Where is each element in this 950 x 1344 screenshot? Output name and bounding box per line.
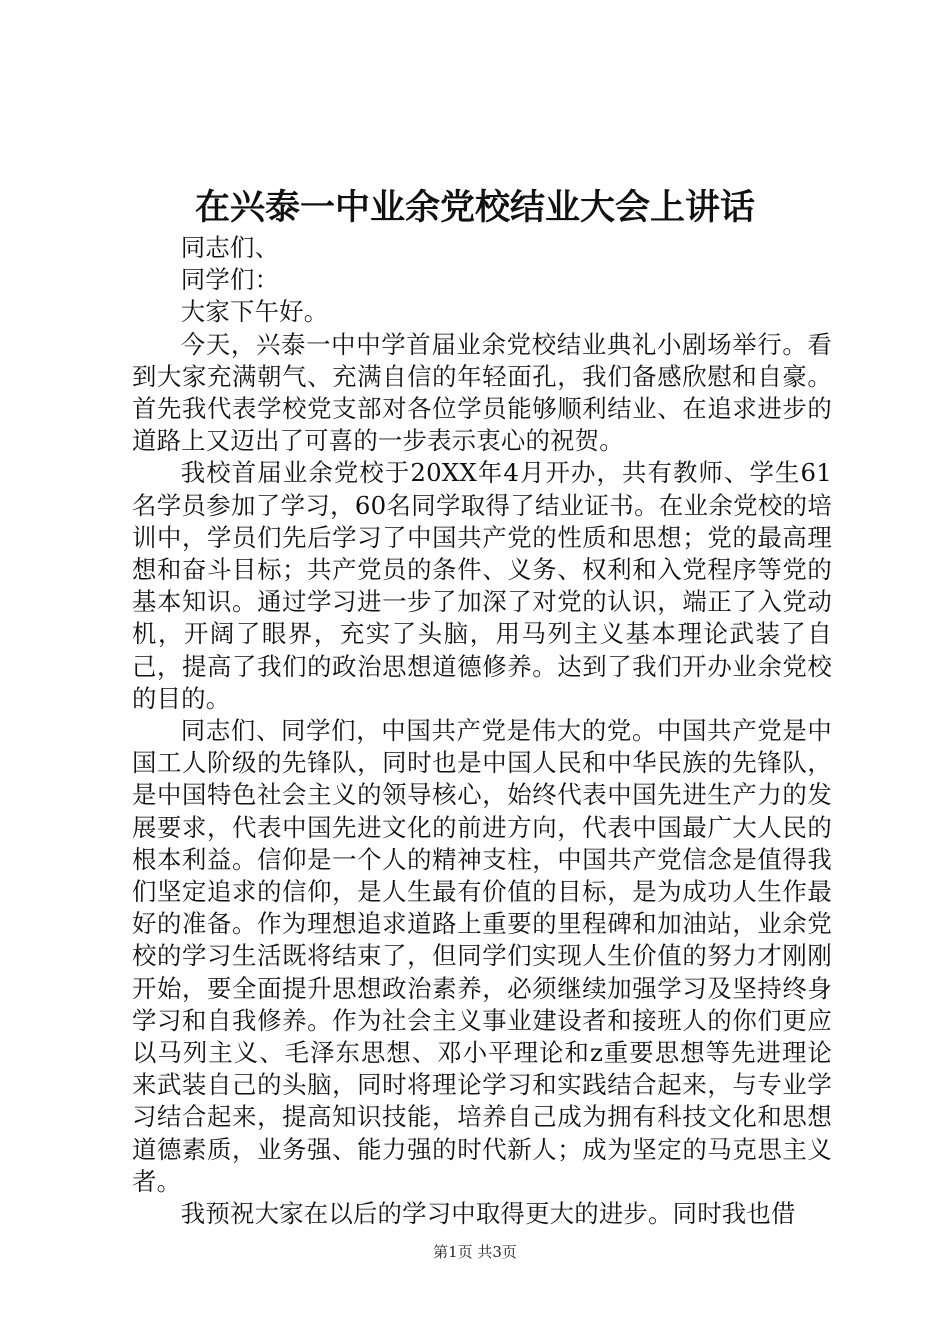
greeting-line-3: 大家下午好。 [180,297,329,327]
greeting-line-1: 同志们、 [180,233,280,262]
document-body [132,232,832,1230]
paragraph: 同志们、同学们，中国共产党是伟大的党。中国共产党是中国工人阶级的先锋队，同时也是中国人民和中华民族的先锋队，是中国特色社会主义的领导核心，始终代表中国先进生产力的发展要求，代表中国先进文化的前进方向，代表中国最广大人民的根本利益。信仰是一个人的精神支柱，中国共产党信念是值得我们坚定追求的信仰，是人生最有价值的目标，是为成功人生作最好的准备。作为理想追求道路上重要的里程碑和加油站，业余党校的学习生活既将结束了，但同学们实现人生价值的努力才刚刚开始，要全面提升思想政治素养，必须继续加强学习及坚持终身学习和自我修养。作为社会主义事业建设者和接班人的你们更应以马列主义、毛泽东思想、邓小平理论和z重要思想等先进理论来武装自己的头脑，同时将理论学习和实践结合起来，与专业学习结合起来，提高知识技能，培养自己成为拥有科技文化和思想道德素质，业务强、能力强的时代新人；成为坚定的马克思主义者。 [132,716,832,1196]
paragraph: 我校首届业余党校于20XX年4月开办，共有教师、学生61名学员参加了学习，60名同学取得了结业证书。在业余党校的培训中，学员们先后学习了中国共产党的性质和思想；党的最高理想和奋斗目标；共产党员的条件、义务、权利和入党程序等党的基本知识。通过学习进一步了加深了对党的认识，端正了入党动机，开阔了眼界，充实了头脑，用马列主义基本理论武装了自己，提高了我们的政治思想道德修养。达到了我们开办业余党校的目的。 [132,458,832,713]
greeting-line-2: 同学们： [180,265,280,295]
paragraph: 今天，兴泰一中中学首届业余党校结业典礼小剧场举行。看到大家充满朝气、充满自信的年轻面孔，我们备感欣慰和自豪。首先我代表学校党支部对各位学员能够顺利结业、在追求进步的道路上又迈出了可喜的一步表示衷心的祝贺。 [132,329,832,456]
page-number-footer: 第1页 共3页 [433,1243,517,1261]
document-title: 在兴泰一中业余党校结业大会上讲话 [194,187,755,228]
paragraph: 我预祝大家在以后的学习中取得更大的进步。同时我也借 [180,1199,796,1229]
